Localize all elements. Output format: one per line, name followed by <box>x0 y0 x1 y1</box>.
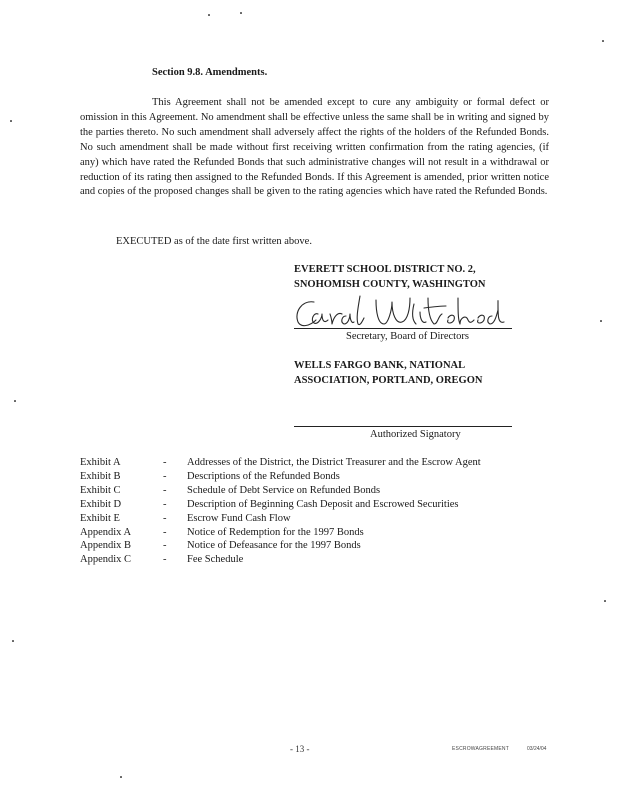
page-number: - 13 - <box>290 744 310 754</box>
exhibit-dash: - <box>163 540 167 552</box>
exhibit-code: Exhibit C <box>80 484 121 496</box>
scan-speck <box>602 40 604 42</box>
party-name-line-1: EVERETT SCHOOL DISTRICT NO. 2, <box>294 264 476 275</box>
exhibit-description: Schedule of Debt Service on Refunded Bonds <box>187 484 381 496</box>
party-name-line-2: SNOHOMISH COUNTY, WASHINGTON <box>294 279 486 290</box>
signature-caption-authorized: Authorized Signatory <box>370 429 461 440</box>
exhibit-dash: - <box>163 512 167 524</box>
exhibit-row <box>80 512 481 526</box>
exhibit-row <box>80 484 481 498</box>
party-name-line-2: ASSOCIATION, PORTLAND, OREGON <box>294 375 483 386</box>
exhibit-row <box>80 526 481 540</box>
exhibit-row <box>80 470 481 484</box>
scan-speck <box>240 12 242 14</box>
signature-line-bank <box>294 426 512 427</box>
party-name-line-1: WELLS FARGO BANK, NATIONAL <box>294 360 466 371</box>
exhibit-description: Notice of Redemption for the 1997 Bonds <box>187 526 364 538</box>
exhibit-row <box>80 456 481 470</box>
scan-speck <box>604 600 606 602</box>
exhibit-dash: - <box>163 484 167 496</box>
scan-speck <box>14 400 16 402</box>
executed-line: EXECUTED as of the date first written above. <box>116 236 312 247</box>
exhibit-dash: - <box>163 526 167 538</box>
exhibit-code: Exhibit E <box>80 512 120 524</box>
exhibit-row <box>80 539 481 553</box>
footer-date-code: 03/24/04 <box>527 746 547 752</box>
exhibit-description: Fee Schedule <box>187 554 244 566</box>
exhibit-code: Appendix C <box>80 554 132 566</box>
exhibit-row <box>80 553 481 567</box>
exhibit-list <box>80 456 481 567</box>
exhibit-description: Description of Beginning Cash Deposit and Escrowed Securities <box>187 498 459 510</box>
party-everett-school-district <box>294 262 485 292</box>
exhibit-dash: - <box>163 498 167 510</box>
amendment-paragraph: This Agreement shall not be amended except to cure any ambiguity or formal defect or omission in this Agreement. No amendment shall be effective unless the same shall be in writing and signed by the parties thereto. No such amendment shall adversely affect the rights of the holders of the Refunded Bonds. No such amendment shall be made without first receiving written confirmation from the rating agencies, (if any) which have rated the Refunded Bonds that such administrative changes will not result in a withdrawal or reduction of its rating then assigned to the Refunded Bonds. If this Agreement is amended, prior written notice and copies of the proposed changes shall be given to the rating agencies which have rated the Refunded Bonds. <box>80 97 549 198</box>
scan-speck <box>12 640 14 642</box>
exhibit-dash: - <box>163 470 167 482</box>
exhibit-code: Exhibit D <box>80 498 122 510</box>
scan-speck <box>600 320 602 322</box>
exhibit-row <box>80 498 481 512</box>
exhibit-code: Appendix B <box>80 540 132 552</box>
exhibit-description: Escrow Fund Cash Flow <box>187 512 291 524</box>
exhibit-description: Addresses of the District, the District Treasurer and the Escrow Agent <box>187 457 481 468</box>
exhibit-description: Descriptions of the Refunded Bonds <box>187 470 340 482</box>
signature-line-district <box>294 328 512 329</box>
exhibit-code: Exhibit A <box>80 457 121 468</box>
exhibit-code: Exhibit B <box>80 470 121 482</box>
exhibit-dash: - <box>163 457 167 468</box>
exhibit-description: Notice of Defeasance for the 1997 Bonds <box>187 540 361 552</box>
exhibit-dash: - <box>163 554 167 566</box>
scan-speck <box>120 776 122 778</box>
party-wells-fargo <box>294 358 482 388</box>
scan-speck <box>208 14 210 16</box>
footer-document-code: ESCROWAGREEMENT <box>452 746 509 752</box>
exhibit-code: Appendix A <box>80 526 132 538</box>
signature-caption-secretary: Secretary, Board of Directors <box>346 331 469 342</box>
scan-speck <box>10 120 12 122</box>
section-heading: Section 9.8. Amendments. <box>152 67 268 78</box>
